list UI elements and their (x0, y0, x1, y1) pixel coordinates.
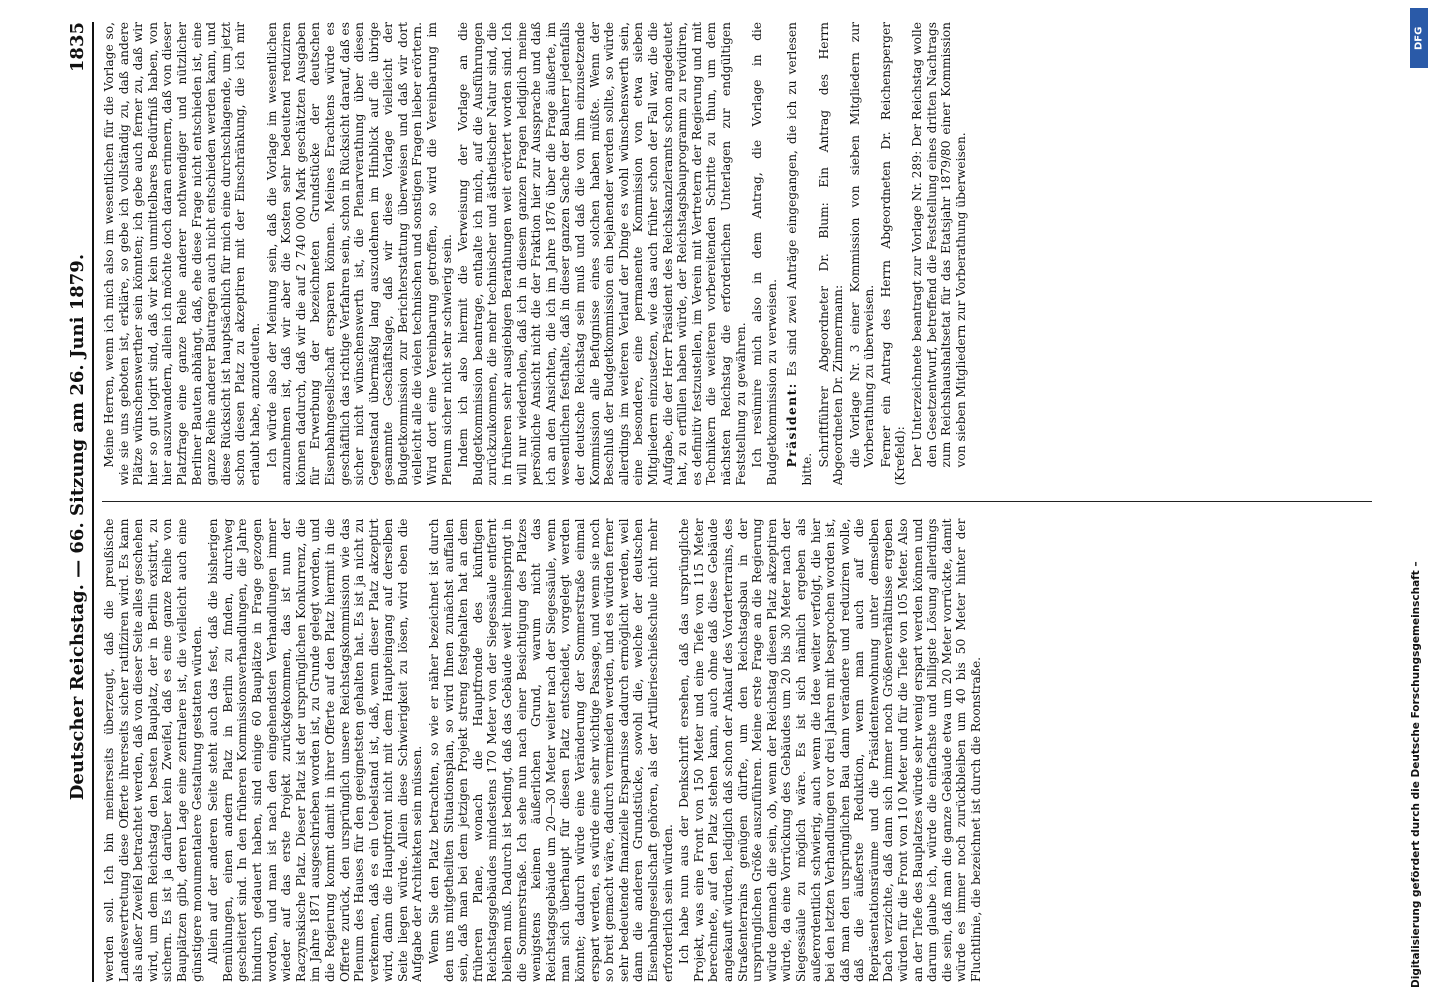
sidebar-credit: Digitalisierung gefördert durch die Deutsche Forschungsgemeinschaft – (1410, 561, 1422, 988)
speaker-text: Es sind zwei Anträge eingegangen, die ich zu verlesen bitte. (785, 22, 814, 486)
paragraph: werden soll. Ich bin meinerseits überzeugt, daß die preußische Landesvertretung diese Offerte ihrerseits sicher ratifiziren wird. Es kann als außer Zweifel betrachtet werden, daß von dieser Seite alles geschehen wird, um dem Reichstag den besten Bauplatz, der in Berlin existirt, zu sichern. Es ist ja darüber kein Zweifel, daß es eine ganze Reihe von Bauplätzen gibt, deren Lage eine zentralere ist, die vielleicht auch eine günstigere monumentalere Gestaltung gestatten würden. (102, 518, 204, 982)
president-statement (785, 22, 814, 486)
paragraph: Ich habe nun aus der Denkschrift ersehen, daß das ursprüngliche Projekt, was eine Front von 150 Meter und eine Tiefe von 115 Meter berechnete, auf den Platz stehen kann, auch ohne daß diese Gebäude angekauft würden, lediglich daß schon der Ankauf des Vorderterrains, des Straßenterrains genügen dürfte, um den Reichstagsbau in der ursprünglichen Größe auszuführen. Meine erste Frage an die Regierung würde demnach die sein, ob, wenn der Reichstag diesen Platz akzeptiren würde, da eine Vorrückung des Gebäudes um 20 bis 30 Meter nach der Siegessäule zu möglich wäre. Es ist sich nämlich ergeben als außerordentlich schwierig, auch wenn die Idee weiter verfolgt, die hier bei den letzten Verhandlungen vor drei Jahren mit besprochen worden ist, daß man den ursprünglichen Bau dann verändere und reduziren wolle, daß die äußerste Reduktion, wenn man auch auf die Repräsentationsräume und die Präsidentenwohnung unter demselben Dach verzichte, daß dann sich immer noch Größenverhältnisse ergeben würden für die Front von 110 Meter und für die Tiefe von 105 Meter. Also an der Tiefe des Bauplatzes würde sehr wenig erspart werden können und darum glaube ich, würde die einfachste und billigste Lösung allerdings die sein, daß man die ganze Gebäude etwa um 20 Meter vorrückte, damit würde es immer noch zurückbleiben um 40 bis 50 Meter hinter der Fluchtlinie, die bezeichnet ist durch die Roonstraße. (677, 518, 984, 982)
motion-text: Der Unterzeichnete beantragt zur Vorlage Nr. 289: Der Reichstag wolle den Gesetzentwurf, betreffend die Feststellung eines dritten Nachtrags zum Reichshaushaltsetat für das Etatsjahr 1879/80 einer Kommission von sieben Mitgliedern zur Vorberathung überweisen. (910, 22, 968, 468)
text-columns (102, 22, 1372, 982)
header-title: Deutscher Reichstag. — 66. Sitzung am 26. Juni 1879. (67, 253, 88, 801)
speaker-label: Präsident: (785, 382, 800, 468)
paragraph: Wenn Sie den Platz betrachten, so wie er näher bezeichnet ist durch den uns mitgetheilten Situationsplan, so wird Ihnen zunächst auffallen sein, daß man bei dem jetzigen Projekt streng festgehalten hat an dem früheren Plane, wonach die Hauptfronde des künftigen Reichstagsgebäudes mindestens 170 Meter von der Siegessäule entfernt bleiben muß. Dadurch ist bedingt, daß das Gebäude weit hineinspringt in die Sommerstraße. Ich sehe nun nach einer Besichtigung des Platzes wenigstens keinen äußerlichen Grund, warum nicht das Reichstagsgebäude um 20—30 Meter weiter nach der Siegessäule, wenn man sich überhaupt für diesen Platz entscheidet, vorgelegt werden könnte; dadurch würde eine Veränderung der Sommerstraße einmal erspart werden, es würde eine sehr wichtige Passage, und wenn sie noch so breit gemacht wäre, dadurch vermieden werden, und es würden ferner sehr bedeutende finanzielle Ersparnisse dadurch ermöglicht werden, weil dann die anderen Grundstücke, sowohl die, welche der deutschen Eisenbahngesellschaft gehören, als der Artillerieschießschule nicht mehr erforderlich sein würden. (427, 518, 675, 982)
column-divider (102, 502, 1372, 503)
page-header (60, 22, 94, 982)
page-number: 1835 (67, 22, 88, 73)
paragraph: Ich resümire mich also in dem Antrag, die Vorlage in die Budgetkommission zu verweisen. (750, 22, 779, 486)
page-content (60, 22, 1380, 982)
digitization-sidebar (1400, 0, 1432, 1000)
motion-text: die Vorlage Nr. 3 einer Kommission von sieben Mitgliedern zur Vorberathung zu überweisen. (847, 22, 877, 468)
paragraph: Ich würde also der Meinung sein, daß die Vorlage im wesentlichen anzunehmen ist, daß wir aber die Kosten sehr bedeutend reduziren können dadurch, daß wir die auf 2 740 000 Mark geschätzten Ausgaben für Erwerbung der bezeichneten Grundstücke der deutschen Eisenbahngesellschaft ersparen können. Meines Erachtens würde es geschäftlich das richtige Verfahren sein, schon in Rücksicht darauf, daß es sicher nicht wünschenswerth ist, die Plenarverathung über diesen Gegenstand übermäßig lang auszudehnen im Hinblick auf die übrige gesammte Geschäftslage, daß wir diese Vorlage vielleicht der Budgetkommission zur Berichterstattung überweisen und daß wir dort vielleicht alle die vielen technischen und sonstigen Fragen lieber erörtern. Wird dort eine Vereinbarung getroffen, so wird die Vereinbarung im Plenum sicher nicht sehr schwierig sein. (264, 22, 454, 486)
paragraph: Meine Herren, wenn ich mich also im wesentlichen für die Vorlage so, wie sie uns geboten ist, erkläre, so gebe ich vollständig zu, daß andere Plätze wünschenswerther sein könnten; ich gebe auch ferner zu, daß wir hier so gut logirt sind, daß wir kein unmittelbares Bedürfniß haben, von hier auszuwandern, allein ich möchte doch daran erinnern, daß von dieser Platzfrage eine ganze Reihe anderer nothwendiger und nützlicher Berliner Bauten abhängt, daß, ehe diese Frage nicht entschieden ist, eine ganze Reihe anderer Bautragen auch nicht entschieden werden kann, und diese Rücksicht ist hauptsächlich für mich eine durchschlagende, um jetzt schon diesen Platz zu akzeptiren mit der Einschränkung, die ich mir erlaubt habe, anzudeuten. (102, 22, 262, 486)
paragraph: Indem ich also hiermit die Verweisung der Vorlage an die Budgetkommission beantrage, enthalte ich mich, auf die Ausführungen zurückzukommen, die mehr technischer und ästhetischer Natur sind, die in früheren sehr ausgiebigen Berathungen weit erörtert worden sind. Ich will nur wiederholen, daß ich in diesem ganzen Fragen lediglich meine persönliche Ansicht nicht die der Fraktion hier zur Aussprache und daß ich an den Ansichten, die ich im Jahre 1876 über die Frage äußerte, im wesentlichen festhalte, daß in dieser ganzen Sache der Bauherr jedenfalls der deutsche Reichstag sein muß und daß die von ihm einzusetzende Kommission alle Befugnisse eines solchen haben müßte. Wenn der Beschluß der Budgetkommission ein bejahender werden sollte, so würde allerdings im weiteren Verlauf der Dinge es wohl wünschenswerth sein, eine besondere, eine permanente Kommission von etwa sieben Mitgliedern einzusetzen, wie das auch früher schon der Fall war, die die Aufgabe, die der Herr Präsident des Reichskanzleramts schon angedeutet hat, zu erfüllen haben würde, der Reichstagsbauprogramm zu revidiren, es definitiv festzustellen, im Verein mit Vertretern der Regierung und mit Technikern die weiteren vorbereitenden Schritte zu thun, um dem nächsten Reichstag die erforderlichen Unterlagen zur endgültigen Feststellung zu gewähren. (456, 22, 748, 486)
paragraph: Ferner ein Antrag des Herrn Abgeordneten Dr. Reichensperger (Krefeld): (878, 22, 908, 486)
text-column-left (102, 519, 1372, 983)
paragraph: Schriftführer Abgeordneter Dr. Blum: Ein Antrag des Herrn Abgeordneten Dr. Zimmermann: (816, 22, 846, 486)
dfg-logo: DFG (1410, 8, 1428, 68)
paragraph: Allein auf der anderen Seite steht auch das fest, daß die bisherigen Bemühungen, einen andern Platz in Berlin zu finden, durchweg gescheitert sind. In den früheren Kommissionsverhandlungen, die Jahre hindurch gedauert haben, sind einige 60 Bauplätze in Frage gezogen worden, und man ist nach den eingehendsten Verhandlungen immer wieder auf das erste Projekt zurückgekommen, das ist nun der Raczynskische Platz. Dieser Platz ist der ursprünglichen Konkurrenz, die im Jahre 1871 ausgeschrieben worden ist, zu Grunde gelegt worden, und die Regierung kommt damit in ihrer Offerte auf den Platz hiermit in die Offerte zurück, den ursprünglich unsere Reichstagskommission wie das Plenum des Hauses für den geeignetsten gehalten hat. Es ist ja nicht zu verkennen, daß es ein Uebelstand ist, daß, wenn dieser Platz akzeptirt wird, dann die Hauptfront nicht mit dem Haupteingang auf derselben Seite liegen würde. Allein diese Schwierigkeit zu lösen, wird eben die Aufgabe der Architekten sein müssen. (206, 518, 425, 982)
text-column-right (102, 22, 1372, 486)
